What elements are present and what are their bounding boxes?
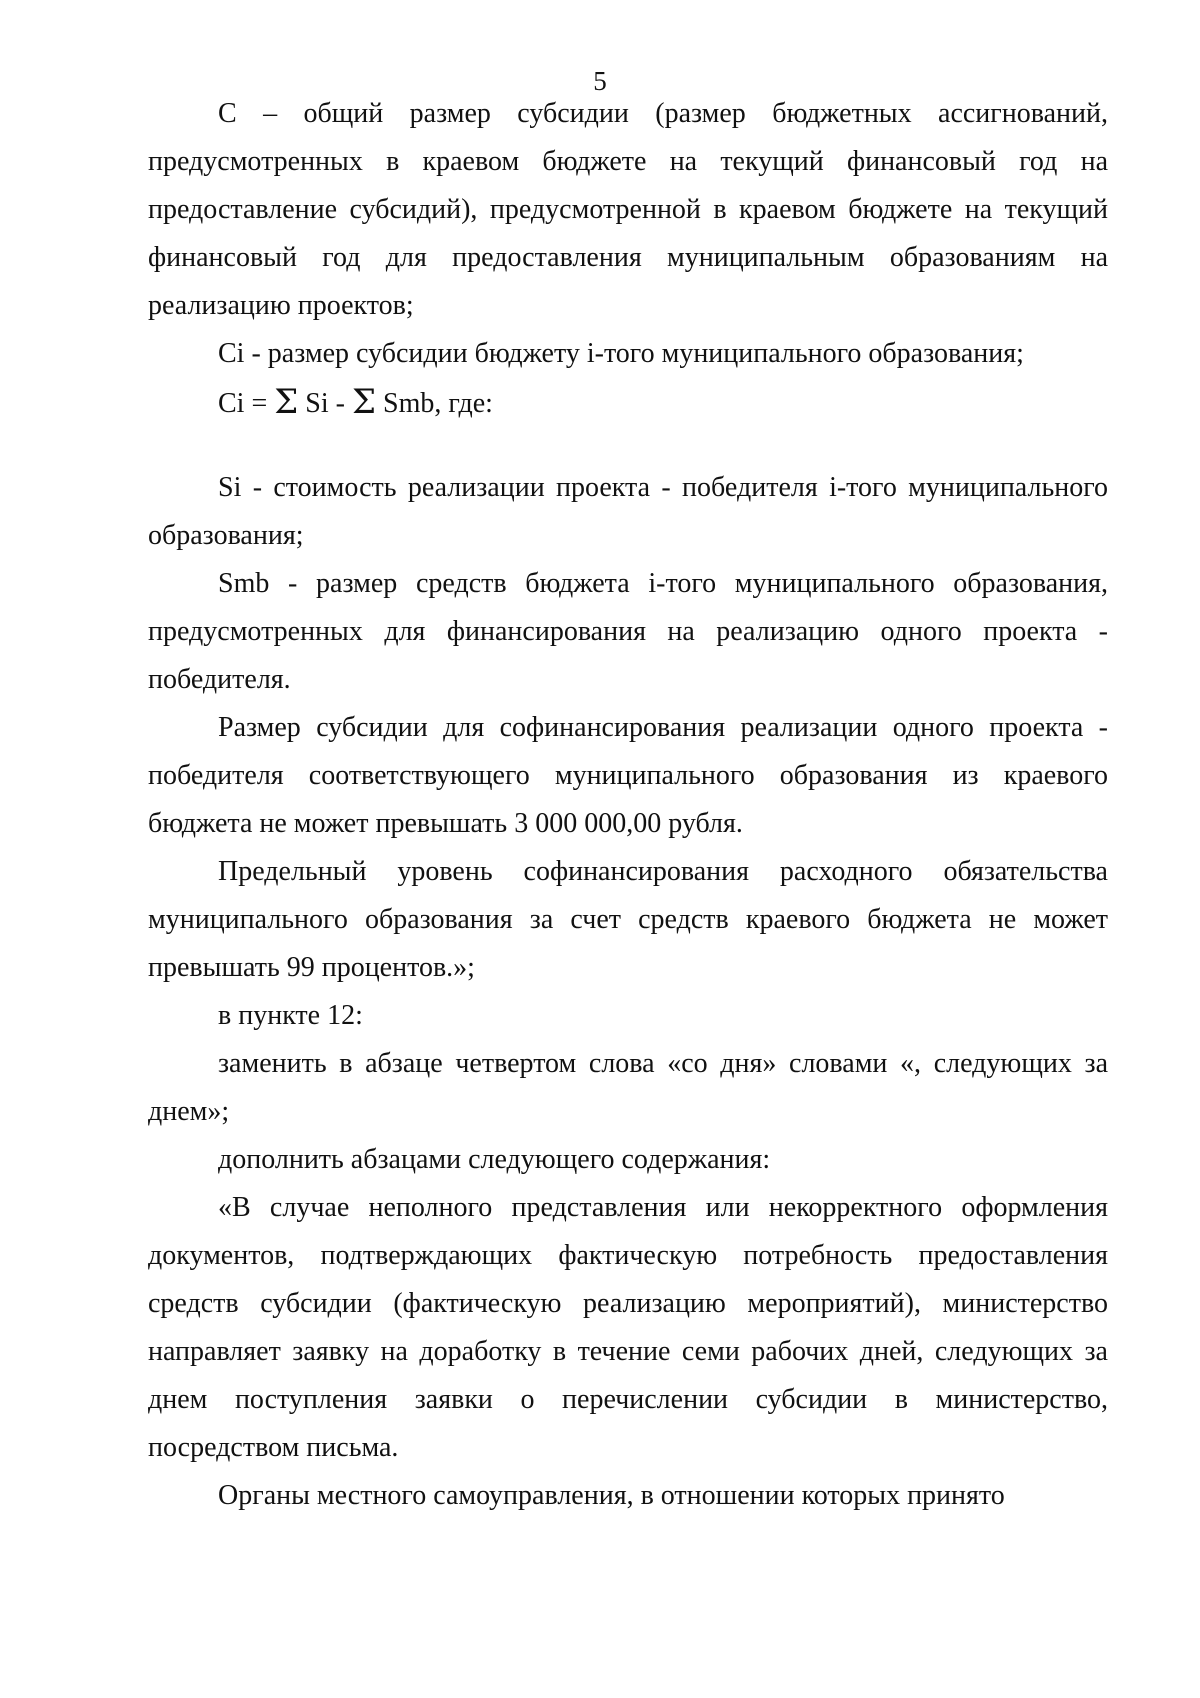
formula [148, 378, 1108, 428]
paragraph-ci-definition: Ci - размер субсидии бюджету i-того муниципального образования; [218, 338, 1024, 369]
paragraph-si-definition: Si - стоимость реализации проекта - победителя i-того муниципального образования; [148, 472, 1108, 551]
paragraph-cofinancing-level: Предельный уровень софинансирования расходного обязательства муниципального образования за счет средств краевого бюджета не может превышать 99 процентов.»; [148, 856, 1108, 983]
formula-part3: Smb, где: [376, 388, 493, 419]
sigma-symbol-2: Σ [351, 382, 377, 422]
paragraph-replace-words: заменить в абзаце четвертом слова «со дня» словами «, следующих за днем»; [148, 1048, 1108, 1127]
paragraph-local-governments: Органы местного самоуправления, в отношении которых принято [218, 1480, 1005, 1511]
page-number: 5 [593, 66, 607, 96]
paragraph-clause-12: в пункте 12: [218, 1000, 363, 1031]
formula-part2: Si - [298, 388, 352, 419]
paragraph-smb-definition: Smb - размер средств бюджета i-того муниципального образования, предусмотренных для финансирования на реализацию одного проекта - победителя. [148, 568, 1108, 695]
document-body [148, 90, 1108, 1520]
paragraph-subsidy-limit: Размер субсидии для софинансирования реализации одного проекта - победителя соответствующего муниципального образования из краевого бюджета не может превышать 3 000 000,00 рубля. [148, 712, 1108, 839]
formula-part1: Ci = [218, 388, 275, 419]
paragraph-add-paragraphs: дополнить абзацами следующего содержания: [218, 1144, 771, 1175]
paragraph-incomplete-docs: «В случае неполного представления или некорректного оформления документов, подтверждающих фактическую потребность предоставления средств субсидии (фактическую реализацию мероприятий), министерство направляет заявку на доработку в течение семи рабочих дней, следующих за днем поступления заявки о перечислении субсидии в министерство, посредством письма. [148, 1192, 1108, 1463]
paragraph-c-definition: С – общий размер субсидии (размер бюджетных ассигнований, предусмотренных в краевом бюджете на текущий финансовый год на предоставление субсидий), предусмотренной в краевом бюджете на текущий финансовый год для предоставления муниципальным образованиям на реализацию проектов; [148, 98, 1108, 321]
sigma-symbol-1: Σ [274, 382, 299, 422]
